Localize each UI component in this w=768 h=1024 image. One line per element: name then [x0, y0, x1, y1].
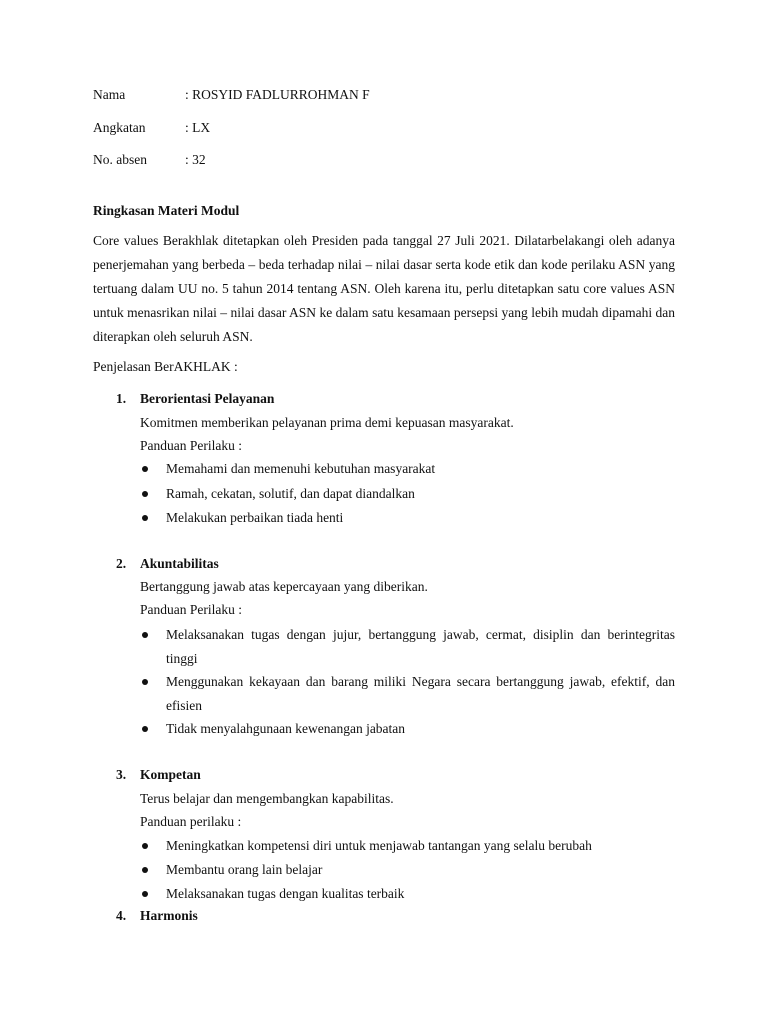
list-item: Memahami dan memenuhi kebutuhan masyarakat	[166, 461, 436, 476]
section-number: 1.	[116, 391, 127, 406]
bullet-icon	[142, 843, 148, 849]
section-number: 3.	[116, 767, 127, 782]
info-value: : LX	[185, 120, 211, 135]
bullet-icon	[142, 726, 148, 732]
intro-text: Penjelasan BerAKHLAK :	[93, 359, 238, 374]
bullet-icon	[142, 632, 148, 638]
list-item: Meningkatkan kompetensi diri untuk menjawab tantangan yang selalu berubah	[166, 838, 592, 853]
info-value: : ROSYID FADLURROHMAN F	[185, 87, 370, 102]
section-number: 2.	[116, 556, 127, 571]
section-title: Akuntabilitas	[140, 556, 219, 571]
bullet-icon	[142, 867, 148, 873]
info-value: : 32	[185, 152, 206, 167]
list-item: Melaksanakan tugas dengan jujur, bertanggung jawab, cermat, disiplin dan berintegritas tinggi	[166, 627, 675, 666]
bullet-icon	[142, 891, 148, 897]
summary-heading: Ringkasan Materi Modul	[93, 203, 240, 218]
guide-label: Panduan perilaku :	[140, 814, 242, 829]
section-description: Komitmen memberikan pelayanan prima demi kepuasan masyarakat.	[140, 415, 514, 430]
info-label: Nama	[93, 87, 126, 102]
list-item: Melaksanakan tugas dengan kualitas terbaik	[166, 886, 405, 901]
info-label: Angkatan	[93, 120, 146, 135]
bullet-icon	[142, 515, 148, 521]
bullet-icon	[142, 679, 148, 685]
summary-paragraph: Core values Berakhlak ditetapkan oleh Presiden pada tanggal 27 Juli 2021. Dilatarbelakangi oleh adanya penerjemahan yang berbeda – beda terhadap nilai – nilai dasar serta kode etik dan kode perilaku ASN yang tertuang dalam UU no. 5 tahun 2014 tentang ASN. Oleh karena itu, perlu ditetapkan satu core values ASN untuk menasrikan nilai – nilai dasar ASN ke dalam satu kesamaan persepsi yang lebih mudah dipamahi dan diterapkan oleh seluruh ASN.	[93, 233, 675, 344]
list-item: Tidak menyalahgunaan kewenangan jabatan	[166, 721, 406, 736]
bullet-icon	[142, 466, 148, 472]
section-description: Terus belajar dan mengembangkan kapabilitas.	[140, 791, 394, 806]
list-item: Ramah, cekatan, solutif, dan dapat diandalkan	[166, 486, 415, 501]
list-item: Melakukan perbaikan tiada henti	[166, 510, 344, 525]
section-title: Harmonis	[140, 908, 198, 923]
info-label: No. absen	[93, 152, 147, 167]
list-item: Membantu orang lain belajar	[166, 862, 323, 877]
guide-label: Panduan Perilaku :	[140, 438, 242, 453]
guide-label: Panduan Perilaku :	[140, 602, 242, 617]
list-item: Menggunakan kekayaan dan barang miliki Negara secara bertanggung jawab, efektif, dan efisien	[166, 674, 675, 713]
section-number: 4.	[116, 908, 127, 923]
section-description: Bertanggung jawab atas kepercayaan yang diberikan.	[140, 579, 428, 594]
bullet-icon	[142, 491, 148, 497]
section-title: Berorientasi Pelayanan	[140, 391, 275, 406]
section-title: Kompetan	[140, 767, 201, 782]
